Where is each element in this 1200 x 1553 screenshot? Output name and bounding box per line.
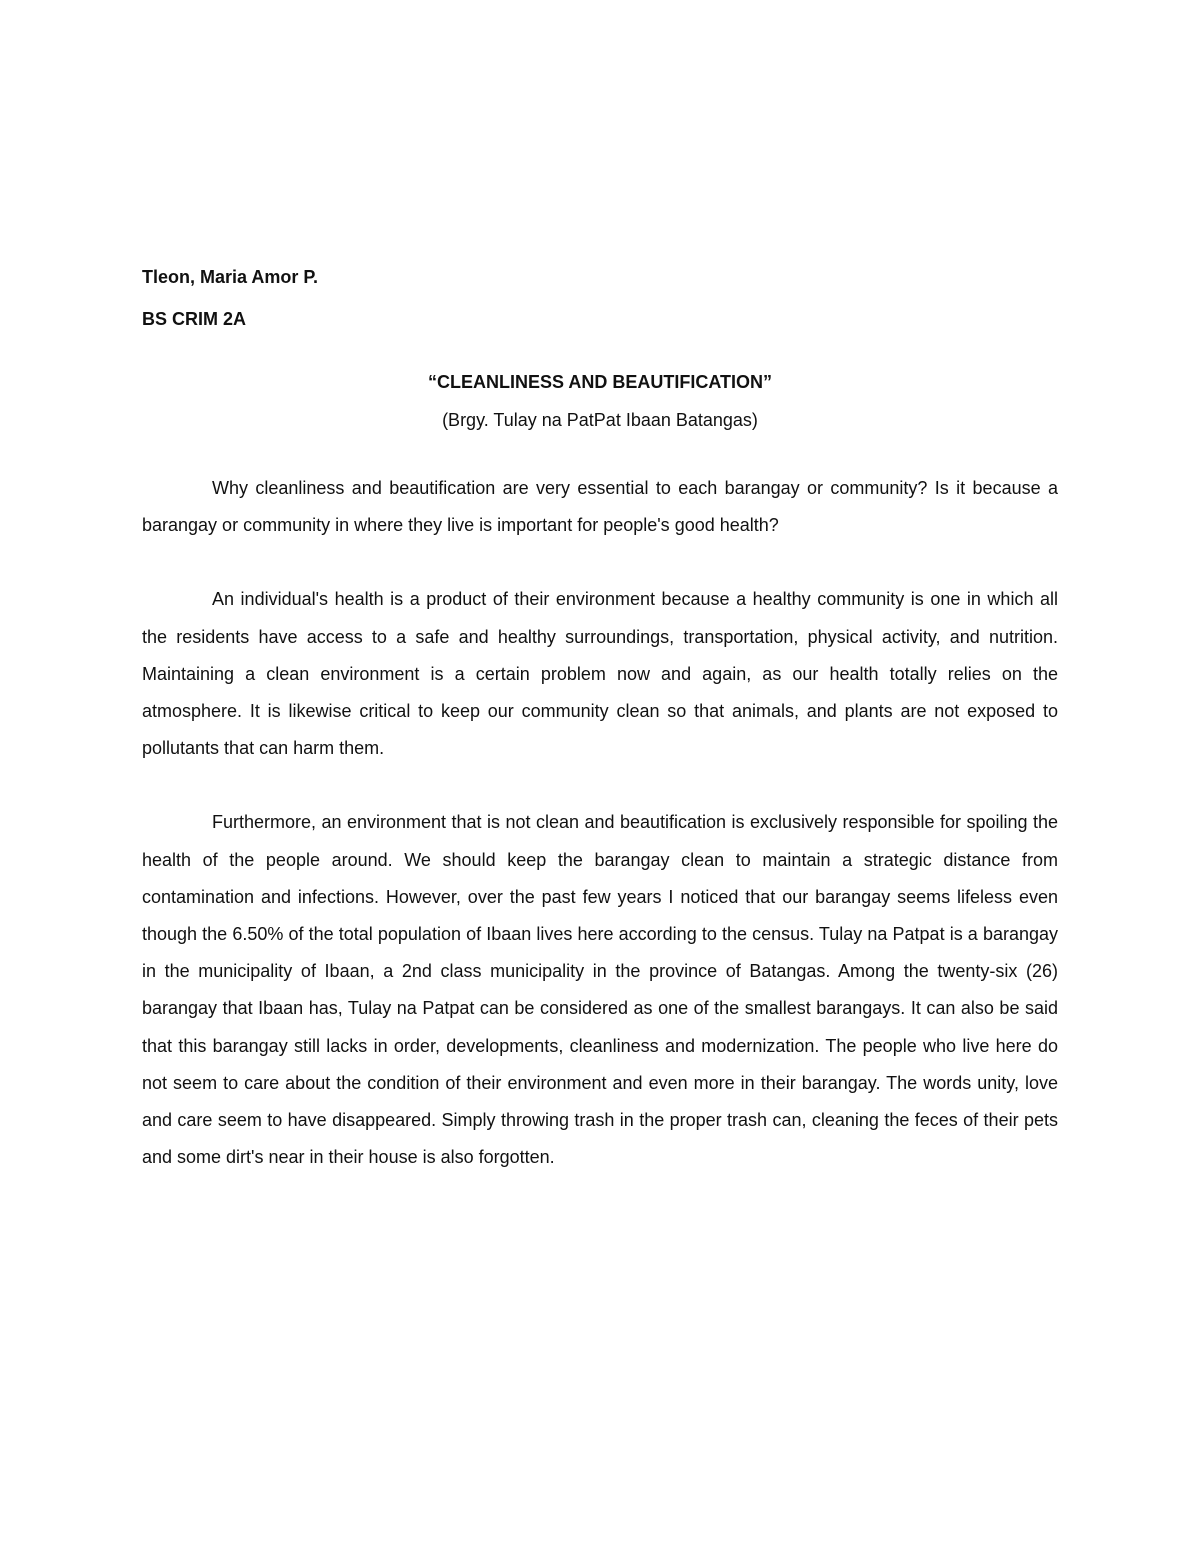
document-body	[142, 470, 1058, 1213]
paragraph: Why cleanliness and beautification are very essential to each barangay or community? Is it because a barangay or community in where they live is important for people's good health?	[142, 478, 1058, 536]
document-subtitle: (Brgy. Tulay na PatPat Ibaan Batangas)	[442, 410, 758, 430]
title-block	[142, 363, 1058, 439]
author-name: Tleon, Maria Amor P.	[142, 267, 319, 287]
author-section: BS CRIM 2A	[142, 309, 247, 329]
paragraph: An individual's health is a product of their environment because a healthy community is one in which all the residents have access to a safe and healthy surroundings, transportation, physical activity, and nutrition. Maintaining a clean environment is a certain problem now and again, as our health totally relies on the atmosphere. It is likewise critical to keep our community clean so that animals, and plants are not exposed to pollutants that can harm them.	[142, 589, 1058, 759]
paragraph: Furthermore, an environment that is not clean and beautification is exclusively responsible for spoiling the health of the people around. We should keep the barangay clean to maintain a strategic distance from contamination and infections. However, over the past few years I noticed that our barangay seems lifeless even though the 6.50% of the total population of Ibaan lives here according to the census. Tulay na Patpat is a barangay in the municipality of Ibaan, a 2nd class municipality in the province of Batangas. Among the twenty-six (26) barangay that Ibaan has, Tulay na Patpat can be considered as one of the smallest barangays. It can also be said that this barangay still lacks in order, developments, cleanliness and modernization. The people who live here do not seem to care about the condition of their environment and even more in their barangay. The words unity, love and care seem to have disappeared. Simply throwing trash in the proper trash can, cleaning the feces of their pets and some dirt's near in their house is also forgotten.	[142, 812, 1058, 1168]
author-header	[142, 256, 318, 340]
document-title: “CLEANLINESS AND BEAUTIFICATION”	[428, 372, 772, 392]
